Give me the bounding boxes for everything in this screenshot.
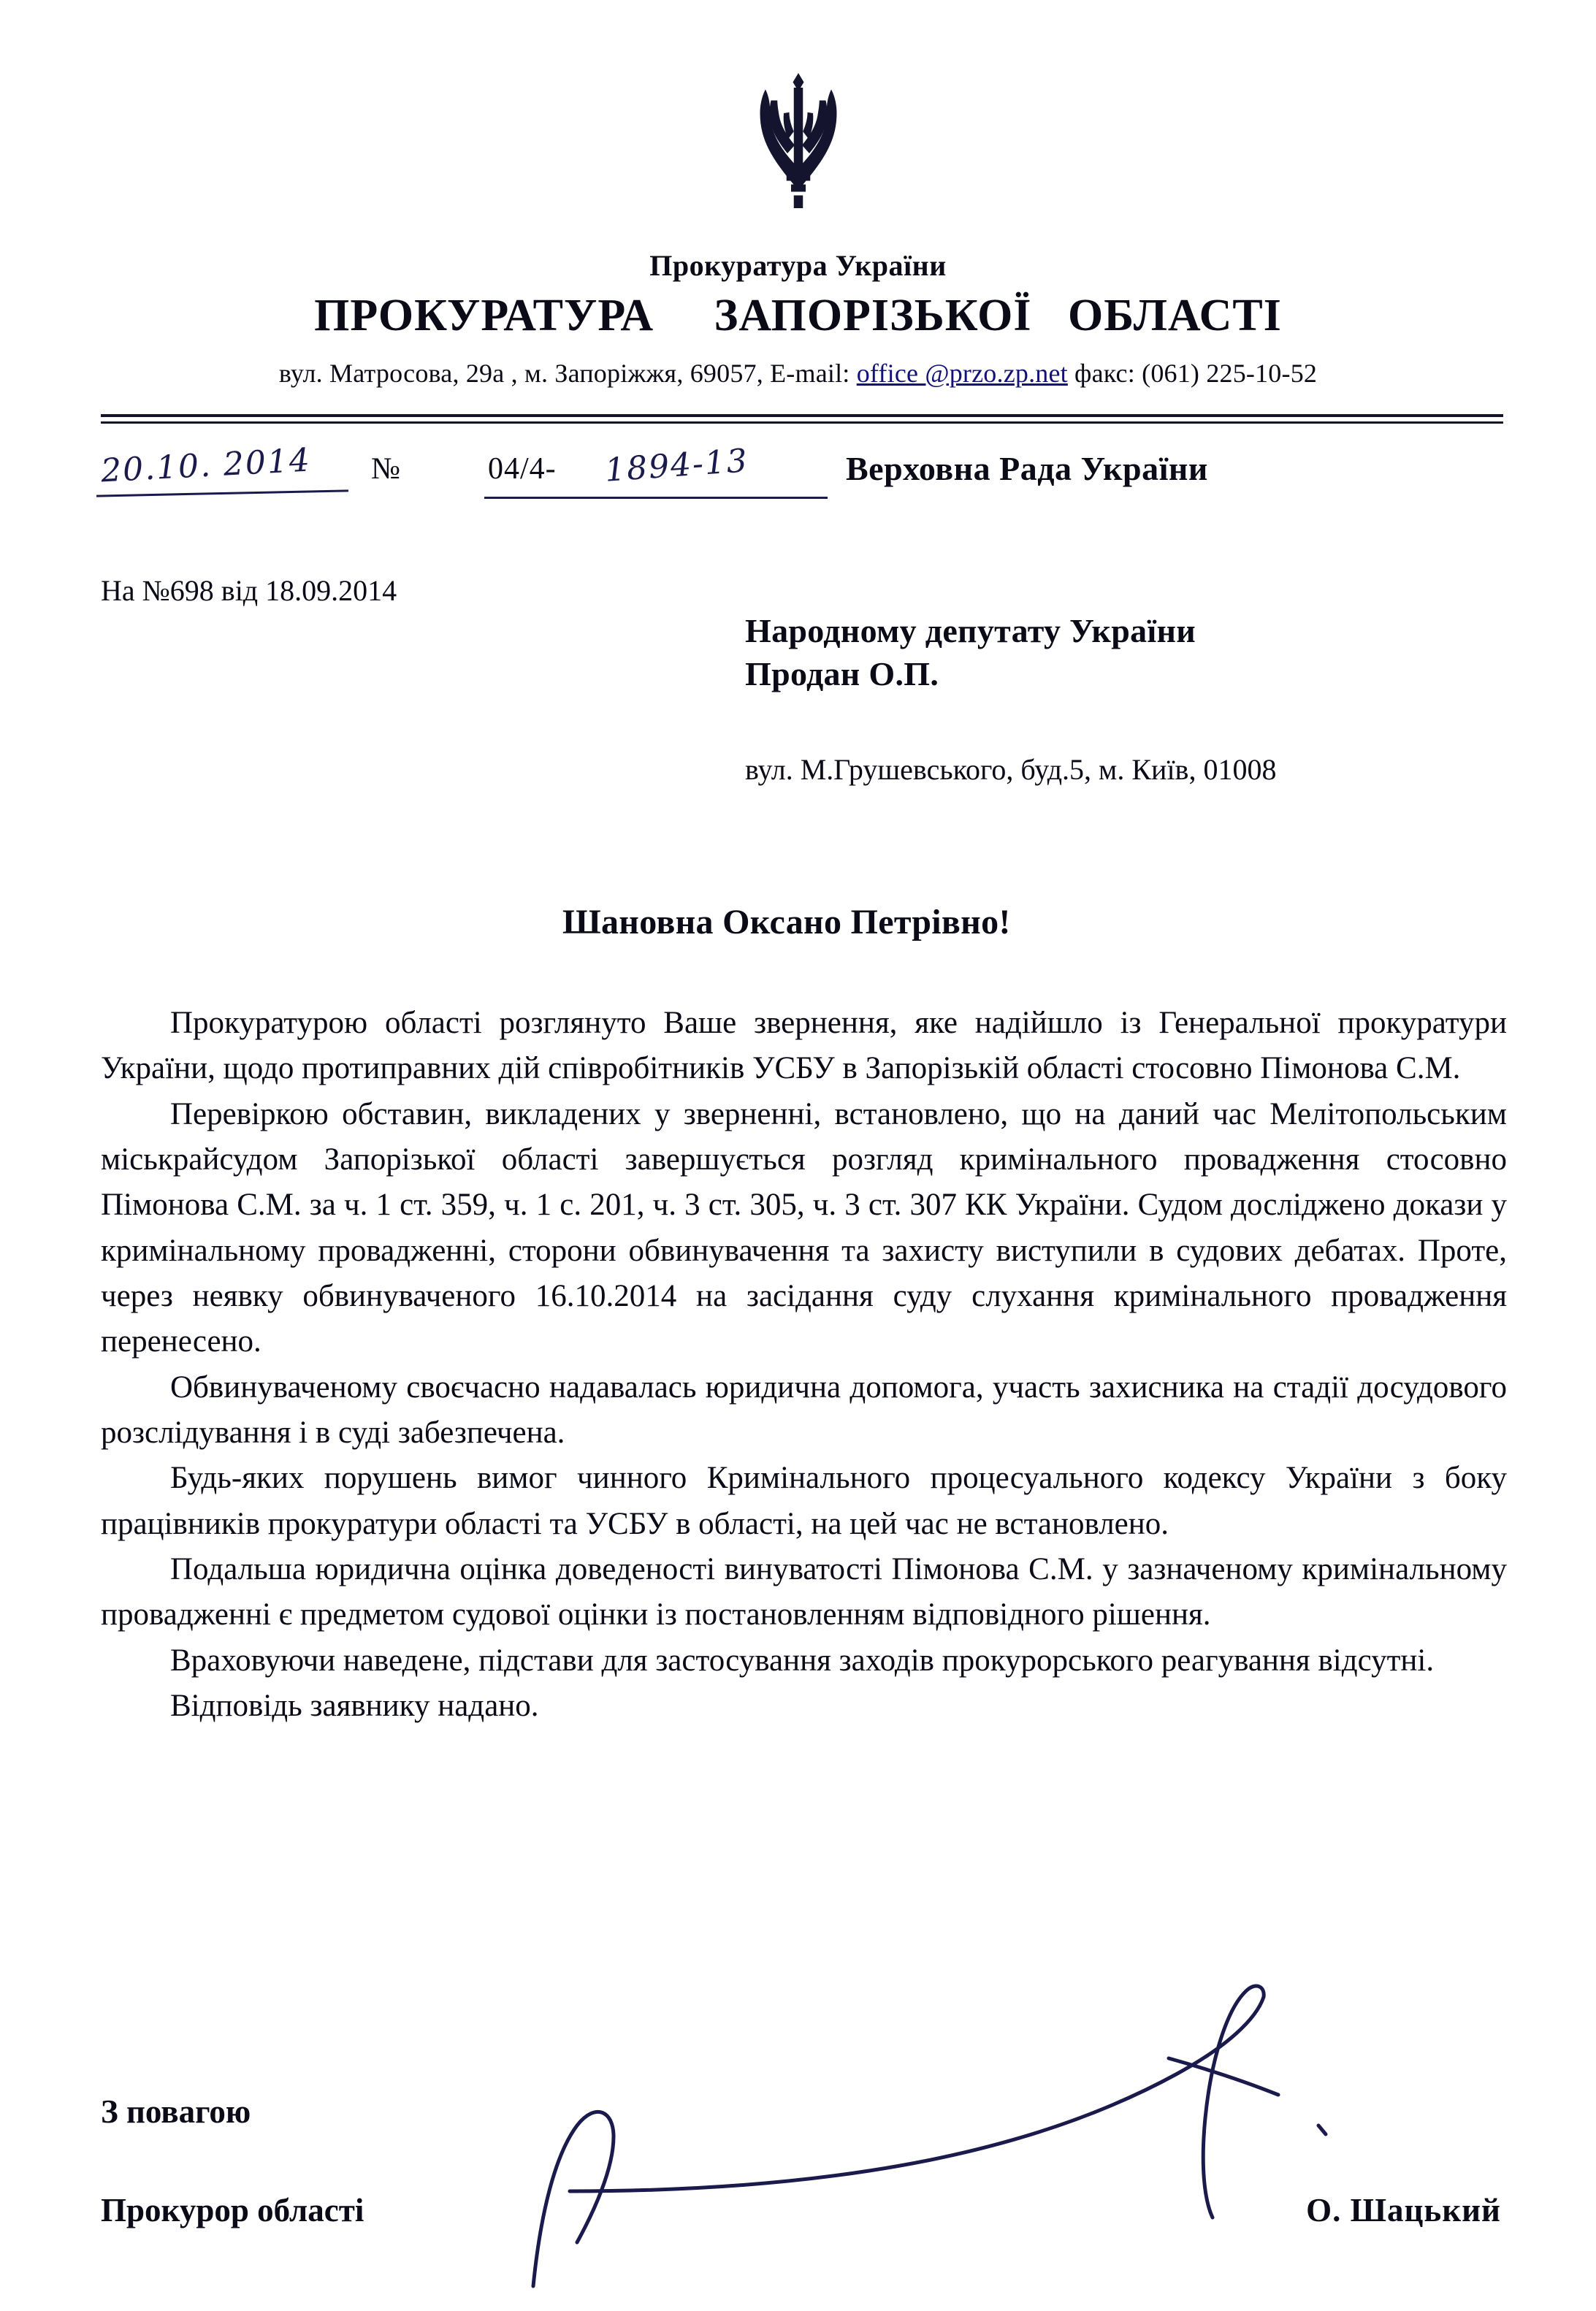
ukraine-trident-coat-of-arms-icon <box>744 69 853 215</box>
emblem-container <box>0 69 1596 219</box>
body-paragraph: Відповідь заявнику надано. <box>170 1689 539 1724</box>
addressee-line-2: Продан О.П. <box>745 654 939 692</box>
body-paragraph: Обвинуваченому своєчасно надавалась юридична допомога, участь захисника на стадії досудового розслідування і в суді забезпечена. <box>101 1370 1507 1451</box>
reference-line <box>99 441 1511 511</box>
body-paragraph: Прокуратурою області розглянуто Ваше звернення, яке надійшло із Генеральної прокуратури України, щодо протиправних дій співробітників УСБУ в Запорізькій області стосовно Пімонова С.М. <box>101 1006 1507 1086</box>
salutation: Шановна Оксано Петрівно! <box>562 903 1011 941</box>
signature-regards: З повагою <box>101 2093 251 2130</box>
body-paragraph: Подальша юридична оцінка доведеності винуватості Пімонова С.М. у зазначеному кримінальному провадженні є предметом судової оцінки із постановленням відповідного рішення. <box>101 1552 1507 1632</box>
handwritten-signature-icon <box>526 1972 1432 2293</box>
number-sign: № <box>371 452 401 486</box>
organization-address <box>0 358 1596 389</box>
reply-reference: На №698 від 18.09.2014 <box>101 574 397 607</box>
signature-title: Прокурор області <box>101 2192 364 2228</box>
body-paragraph: Враховуючи наведене, підстави для застосування заходів прокурорського реагування відсутні. <box>170 1643 1435 1678</box>
signature-name: О. Шацький <box>1306 2192 1501 2228</box>
letter-body <box>101 1001 1507 1730</box>
organization-name-small: Прокуратура України <box>649 249 947 282</box>
addressee-line-1: Народному депутату України <box>745 612 1196 649</box>
organization-name-large: ПРОКУРАТУРА ЗАПОРІЗЬКОЇ ОБЛАСТІ <box>314 291 1282 340</box>
body-paragraph: Перевіркою обставин, викладених у зверненні, встановлено, що на даний час Мелітопольським міськрайсудом Запорізької області завершується розгляд кримінального провадження стосовно Пімонова С.М. за ч. 1 ст. 359, ч. 1 с. 201, ч. 3 ст. 305, ч. 3 ст. 307 КК України. Судом досліджено докази у кримінальному провадженні, сторони обвинувачення та захисту виступили в судових дебатах. Проте, через неявку обвинуваченого 16.10.2014 на засідання суду слухання кримінального провадження перенесено. <box>101 1096 1507 1359</box>
letterhead <box>0 248 1596 389</box>
date-underline <box>96 489 348 497</box>
email-link[interactable]: office @przo.zp.net <box>856 359 1068 388</box>
addressee-address: вул. М.Грушевського, буд.5, м. Київ, 01008 <box>745 753 1277 786</box>
document-number-printed: 04/4- <box>488 452 557 486</box>
number-underline <box>484 497 828 499</box>
body-paragraph: Будь-яких порушень вимог чинного Кримінального процесуального кодексу України з боку працівників прокуратури області та УСБУ в області, на цей час не встановлено. <box>101 1461 1507 1541</box>
addressee-block <box>745 610 1512 696</box>
handwritten-date: 20.10. 2014 <box>99 441 313 490</box>
addressee-institution: Верховна Рада України <box>846 450 1208 487</box>
header-divider <box>101 414 1503 424</box>
document-number-handwritten: 1894-13 <box>603 442 750 489</box>
address-suffix: факс: (061) 225-10-52 <box>1067 359 1318 388</box>
address-prefix: вул. Матросова, 29а , м. Запоріжжя, 69057, E-mail: <box>278 359 857 388</box>
